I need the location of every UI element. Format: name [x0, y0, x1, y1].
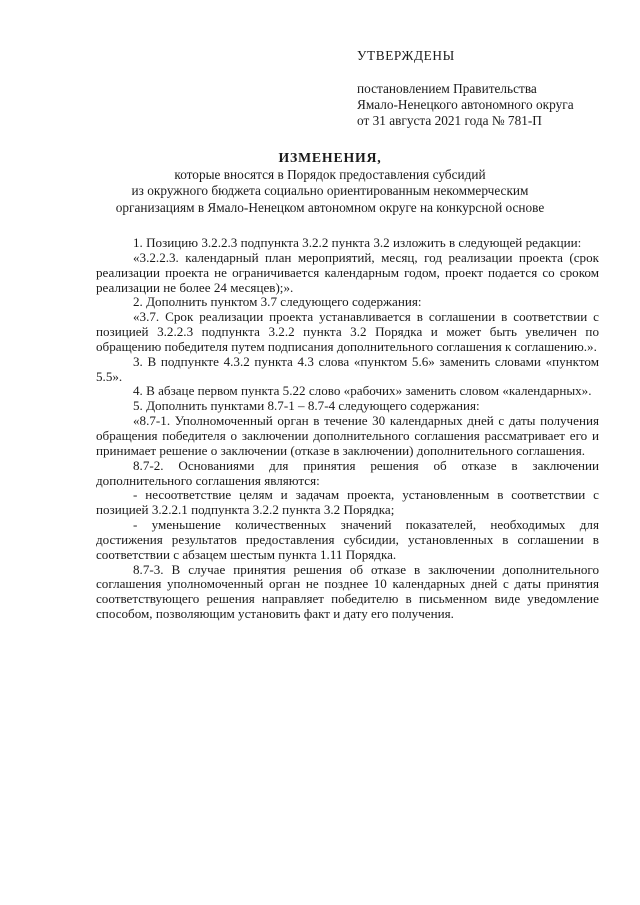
paragraph: 8.7-3. В случае принятия решения об отказе в заключении дополнительного соглашения уполномоченный орган не позднее 10 календарных дней с даты принятия соответствующего решения направляет победителю в письменном виде уведомление способом, позволяющим установить факт и дату его получения.	[96, 561, 599, 622]
paragraph: «3.7. Срок реализации проекта устанавливается в соглашении в соответствии с позицией 3.2.2.3 подпункта 3.2.2 пункта 3.2 Порядка и может быть увеличен по обращению победителя путем подписания дополнительного соглашения к соглашению.».	[96, 309, 599, 354]
paragraph: - несоответствие целям и задачам проекта, установленным в соответствии с позицией 3.2.2.1 подпункта 3.2.2 пункта 3.2 Порядка;	[96, 487, 599, 518]
document-title: ИЗМЕНЕНИЯ,	[278, 150, 382, 165]
paragraph: 5. Дополнить пунктами 8.7-1 – 8.7-4 следующего содержания:	[133, 398, 480, 414]
document-subtitle-line: которые вносятся в Порядок предоставления субсидий	[174, 167, 486, 183]
document-body	[96, 236, 599, 622]
paragraph: - уменьшение количественных значений показателей, необходимых для достижения результатов предоставления субсидии, установленных в соглашении в соответствии с абзацем шестым пункта 1.11 Порядка.	[96, 517, 599, 562]
approval-line: постановлением Правительства	[357, 81, 537, 96]
paragraph: «8.7-1. Уполномоченный орган в течение 30 календарных дней с даты получения обращения победителя о заключении дополнительного соглашения рассматривает его и принимает решение о заключении (отказе в заключении) дополнительного соглашения.	[96, 413, 599, 458]
paragraph: 4. В абзаце первом пункта 5.22 слово «рабочих» заменить словом «календарных».	[133, 383, 592, 399]
paragraph: 8.7-2. Основаниями для принятия решения об отказе в заключении дополнительного соглашения являются:	[96, 457, 599, 488]
paragraph: «3.2.2.3. календарный план мероприятий, месяц, год реализации проекта (срок реализации проекта не ограничивается календарным годом, проект подается со сроком реализации не более 24 месяцев);».	[96, 249, 599, 295]
paragraph: 3. В подпункте 4.3.2 пункта 4.3 слова «пунктом 5.6» заменить словами «пунктом 5.5».	[96, 353, 599, 384]
approval-line: от 31 августа 2021 года № 781-П	[357, 113, 542, 128]
paragraph: 1. Позицию 3.2.2.3 подпункта 3.2.2 пункта 3.2 изложить в следующей редакции:	[133, 235, 582, 250]
document-subtitle-line: из окружного бюджета социально ориентированным некоммерческим	[131, 183, 529, 199]
approved-heading: УТВЕРЖДЕНЫ	[357, 48, 455, 63]
approval-stamp	[357, 48, 617, 129]
paragraph: 2. Дополнить пунктом 3.7 следующего содержания:	[133, 294, 422, 310]
document-subtitle-line: организациям в Ямало-Ненецком автономном округе на конкурсной основе	[115, 199, 545, 215]
approval-line: Ямало-Ненецкого автономного округа	[357, 97, 574, 112]
document-header	[60, 150, 600, 216]
